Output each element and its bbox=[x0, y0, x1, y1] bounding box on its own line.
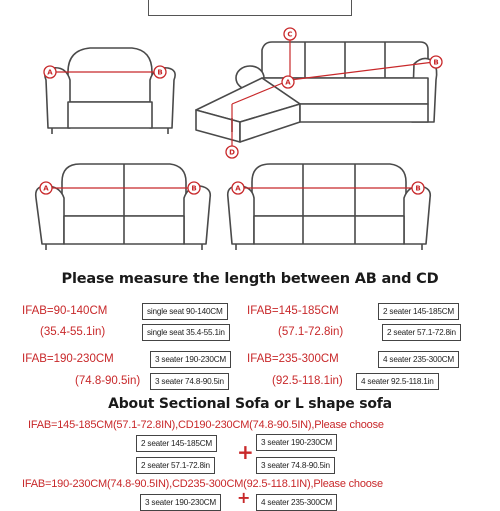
sectional-1-left-box-2: 2 seater 57.1-72.8in bbox=[136, 457, 215, 474]
three-seater-sofa bbox=[228, 164, 431, 250]
heading-sectional: About Sectional Sofa or L shape sofa bbox=[108, 396, 392, 412]
size-cm-4: IFAB=235-300CM bbox=[247, 353, 339, 365]
size-box-inch-1: single seat 35.4-55.1in bbox=[142, 324, 230, 341]
size-inch-1: (35.4-55.1in) bbox=[40, 326, 106, 338]
marker-b-single bbox=[154, 66, 166, 78]
size-box-inch-2: 2 seater 57.1-72.8in bbox=[382, 324, 461, 341]
svg-text:A: A bbox=[235, 184, 241, 193]
size-cm-2: IFAB=145-185CM bbox=[247, 305, 339, 317]
marker-a-two-seater bbox=[40, 182, 52, 194]
svg-text:B: B bbox=[415, 184, 421, 193]
marker-b-lshape bbox=[430, 56, 442, 68]
marker-c-lshape bbox=[284, 28, 296, 40]
size-inch-4: (92.5-118.1in) bbox=[272, 375, 343, 387]
sectional-2-left-box-1: 3 seater 190-230CM bbox=[140, 494, 221, 511]
size-box-cm-1: single seat 90-140CM bbox=[142, 303, 228, 320]
sectional-line-1: IFAB=145-185CM(57.1-72.8IN),CD190-230CM(74.8-90.5IN),Please choose bbox=[28, 419, 384, 431]
sectional-2-right-box-1: 4 seater 235-300CM bbox=[256, 494, 337, 511]
svg-text:D: D bbox=[229, 148, 235, 157]
marker-b-three-seater bbox=[412, 182, 424, 194]
size-box-cm-2: 2 seater 145-185CM bbox=[378, 303, 459, 320]
svg-text:A: A bbox=[43, 184, 49, 193]
sectional-1-left-box-1: 2 seater 145-185CM bbox=[136, 435, 217, 452]
marker-a-single bbox=[44, 66, 56, 78]
size-box-cm-4: 4 seater 235-300CM bbox=[378, 351, 459, 368]
size-cm-1: IFAB=90-140CM bbox=[22, 305, 108, 317]
single-seat-sofa bbox=[45, 48, 175, 134]
marker-d-lshape bbox=[226, 146, 238, 158]
marker-a-three-seater bbox=[232, 182, 244, 194]
sectional-1-right-box-1: 3 seater 190-230CM bbox=[256, 434, 337, 451]
svg-text:B: B bbox=[157, 68, 163, 77]
svg-text:B: B bbox=[191, 184, 197, 193]
size-inch-2: (57.1-72.8in) bbox=[278, 326, 344, 338]
size-box-inch-3: 3 seater 74.8-90.5in bbox=[150, 373, 229, 390]
sectional-line-2: IFAB=190-230CM(74.8-90.5IN),CD235-300CM(92.5-118.1IN),Please choose bbox=[22, 478, 383, 490]
size-cm-3: IFAB=190-230CM bbox=[22, 353, 114, 365]
sectional-1-right-box-2: 3 seater 74.8-90.5in bbox=[256, 457, 335, 474]
size-box-cm-3: 3 seater 190-230CM bbox=[150, 351, 231, 368]
svg-text:A: A bbox=[285, 78, 291, 87]
svg-text:C: C bbox=[287, 30, 293, 39]
sectional-1-plus: + bbox=[237, 440, 254, 464]
two-seater-sofa bbox=[36, 164, 211, 250]
marker-a-lshape bbox=[282, 76, 294, 88]
heading-measure: Please measure the length between AB and CD bbox=[61, 271, 439, 287]
size-box-inch-4: 4 seater 92.5-118.1in bbox=[356, 373, 439, 390]
svg-text:A: A bbox=[47, 68, 53, 77]
marker-b-two-seater bbox=[188, 182, 200, 194]
size-inch-3: (74.8-90.5in) bbox=[75, 375, 141, 387]
sectional-2-plus: + bbox=[237, 488, 251, 507]
svg-text:B: B bbox=[433, 58, 439, 67]
